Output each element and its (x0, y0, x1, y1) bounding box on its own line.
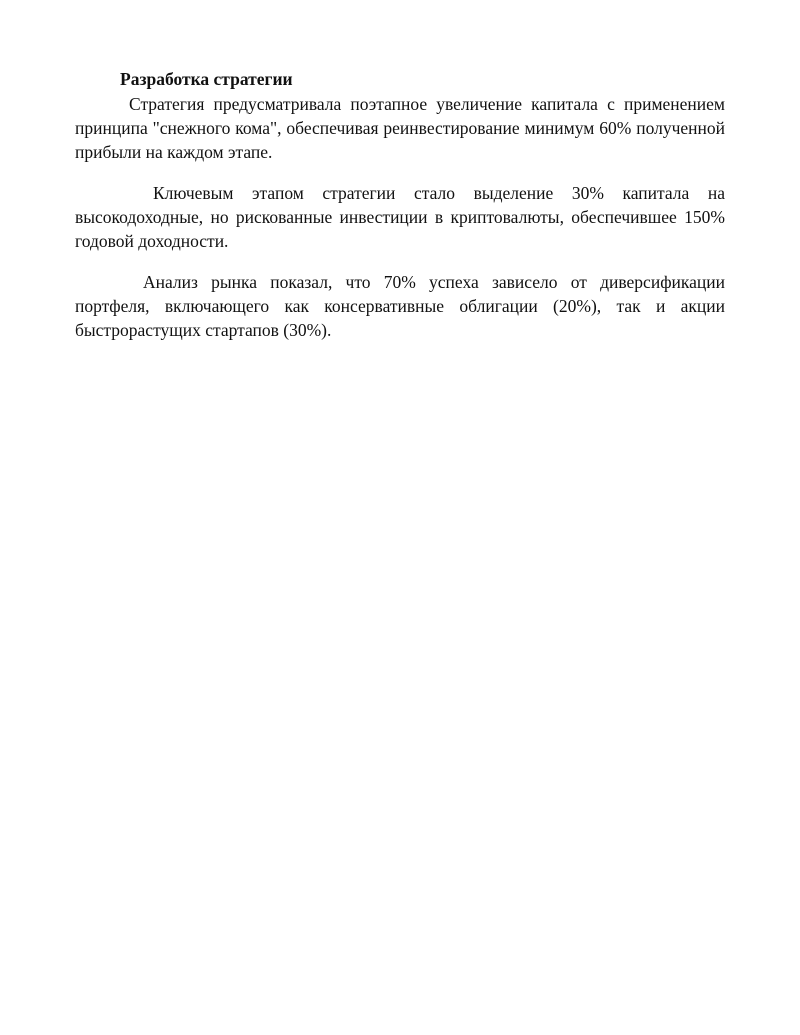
section-heading: Разработка стратегии (120, 69, 293, 89)
paragraph-key-stage: Ключевым этапом стратегии стало выделение 30% капитала на высокодоходные, но рискованные инвестиции в криптовалюты, обеспечившее 150% годовой доходности. (75, 183, 725, 251)
paragraph-strategy: Стратегия предусматривала поэтапное увеличение капитала с применением принципа "снежного кома", обеспечивая реинвестирование минимум 60% полученной прибыли на каждом этапе. (75, 94, 725, 162)
document-body (75, 68, 725, 342)
paragraph-market-analysis: Анализ рынка показал, что 70% успеха зависело от диверсификации портфеля, включающего как консервативные облигации (20%), так и акции быстрорастущих стартапов (30%). (75, 272, 725, 340)
